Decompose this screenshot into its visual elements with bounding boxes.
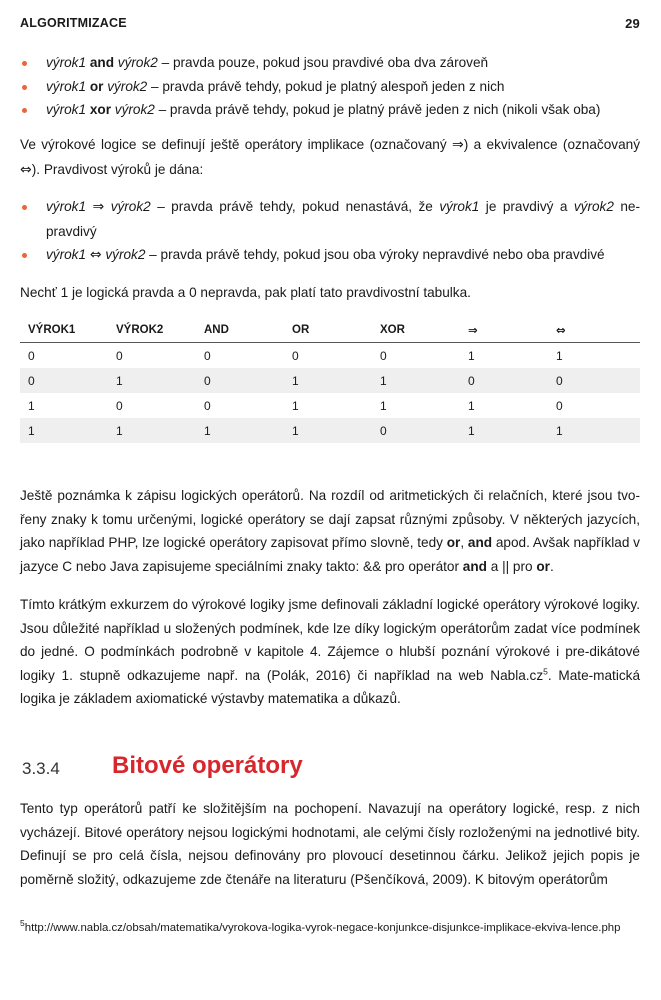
table-header-row — [20, 317, 640, 343]
column-header: XOR — [372, 317, 460, 343]
paragraph-bitwise-intro: Tento typ operátorů patří ke složitějším na pochopení. Navazují na operátory logické, resp. z nich vycházejí. Bitové operátory nejsou logickými hodnotami, ale celými čísly rozloženými na jednotlivé bity. Definují se pro celá čísla, nejsou definovány pro plovoucí desetinnou čárku. Jelikož jejich popis je poměrně složitý, odkazujeme zde čtenáře na literaturu (Pšenčíková, 2009). K bitovým operátorům — [20, 801, 640, 887]
implication-list — [20, 195, 640, 268]
column-header: ⇒ — [460, 317, 548, 343]
column-header: VÝROK2 — [108, 317, 196, 343]
equivalence-symbol: ⇔ — [89, 247, 102, 263]
operand: výrok2 — [114, 102, 155, 117]
operator-list — [20, 51, 640, 122]
table-row: 0 0 0 0 0 1 1 — [28, 348, 563, 363]
page-number: 29 — [625, 16, 640, 31]
list-item — [20, 51, 640, 75]
footnote-reference[interactable]: 5 — [543, 665, 548, 676]
operand: výrok1 — [46, 55, 87, 70]
item-description: – pravda právě tehdy, pokud je platný alespoň jeden z nich — [151, 78, 505, 94]
list-item — [20, 75, 640, 99]
list-item: výrok1 ⇒ výrok2 – pravda právě tehdy, pokud nenastává, že výrok1 je pravdivý a výrok2 ne-pravdivý — [20, 195, 640, 243]
column-header: OR — [284, 317, 372, 343]
bullet-icon — [22, 253, 27, 258]
item-description: – pravda právě tehdy, pokud je platný právě jeden z nich (nikoli však oba) — [158, 102, 601, 117]
operand: výrok2 — [107, 78, 148, 94]
footnote — [20, 918, 640, 938]
operand: výrok1 — [46, 199, 87, 214]
section-heading — [20, 750, 640, 784]
bullet-icon — [22, 205, 27, 210]
section-title: Bitové operátory — [112, 752, 303, 779]
operand: výrok1 — [46, 78, 87, 94]
list-item: výrok1 ⇔ výrok2 – pravda právě tehdy, pokud jsou oba výroky nepravdivé nebo oba pravdivé — [20, 243, 640, 268]
operand: výrok1 — [46, 247, 87, 262]
paragraph-logic-summary: Tímto krátkým exkurzem do výrokové logiky jsme definovali základní logické operátory výrokové logiky. Jsou důležité například u složených podmínek, kde lze díky logickým operátorům zadat více podmínek do jedné. O podmínkách podrobně v kapitole 4. Zájemce o hlubší poznání výrokové i pre-dikátové logiky 1. stupně odkazujeme např. na (Polák, 2016) či například na web $Nabla.cz^5$. Mate-matická logika je základem axiomatické výstavby matematika a důkazů. — [20, 597, 641, 706]
implication-symbol: ⇒ — [452, 137, 464, 153]
bullet-icon — [22, 85, 27, 90]
operand: výrok1 — [46, 102, 87, 117]
footnote-url[interactable]: http://www.nabla.cz/obsah/matematika/vyrokova-logika-vyrok-negace-konjunkce-disjunkce-implikace-ekviva-lence.php — [24, 922, 621, 934]
item-description: – pravda pouze, pokud jsou pravdivé oba dva zároveň — [161, 55, 489, 70]
operator-keyword: xor — [89, 102, 111, 117]
paragraph-operator-notation: Ještě poznámka k zápisu logických operátorů. Na rozdíl od aritmetických či relačních, které jsou tvo-řeny znaky k tomu určenými, logické operátory se dají zapsat různými způsoby. V některých jazycích, jako například PHP, lze logické operátory zapisovat přímo slovně, tedy or, and apod. Avšak například v jazyce C nebo Java zapisujeme speciálními znaky takto: && pro operátor and a || pro or. — [20, 488, 640, 574]
table-row: 1 1 1 1 0 1 1 — [20, 418, 640, 443]
implication-symbol: ⇒ — [92, 199, 105, 215]
truth-table — [20, 317, 640, 443]
bullet-icon — [22, 61, 27, 66]
footnote-number: 5 — [20, 918, 25, 929]
header-title: ALGORITMIZACE — [20, 16, 127, 30]
table-row: 1 0 0 1 1 1 0 — [28, 398, 563, 413]
paragraph-table-intro: Nechť 1 je logická pravda a 0 nepravda, pak platí tato pravdivostní tabulka. — [20, 285, 471, 300]
list-item — [20, 98, 640, 122]
operator-keyword: and — [89, 55, 114, 70]
operand: výrok2 — [110, 199, 151, 214]
equivalence-symbol: ⇔ — [20, 161, 32, 178]
paragraph-implication-intro: Ve výrokové logice se definují ještě operátory implikace (označovaný ⇒) a ekvivalence (označovaný ⇔). Pravdivost výroků je dána: — [20, 137, 640, 178]
running-header — [20, 16, 640, 34]
bullet-icon — [22, 108, 27, 113]
section-number: 3.3.4 — [22, 759, 60, 778]
column-header: VÝROK1 — [20, 317, 108, 343]
column-header: AND — [196, 317, 284, 343]
operator-keyword: or — [89, 78, 104, 94]
operand: výrok2 — [105, 247, 146, 262]
column-header: ⇔ — [548, 317, 640, 343]
table-row: 0 1 0 1 1 0 0 — [20, 368, 640, 393]
operand: výrok2 — [117, 55, 158, 70]
